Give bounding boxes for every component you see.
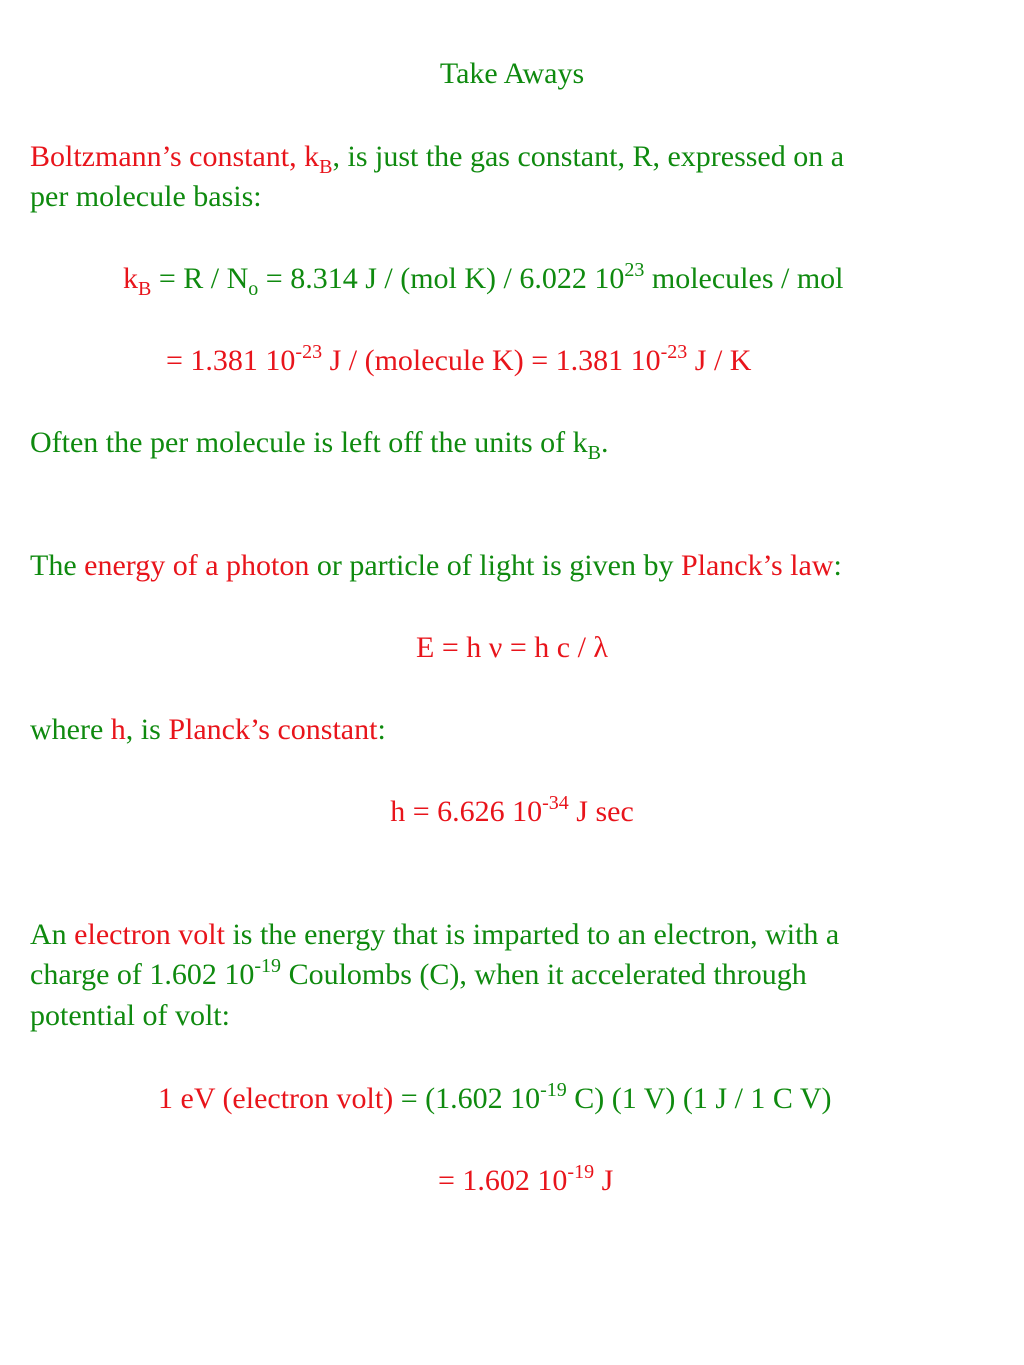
planck-constant-intro: where h, is Planck’s constant: — [30, 713, 386, 746]
h-symbol: h — [110, 713, 126, 746]
planck-constant-term: Planck’s constant — [168, 713, 378, 746]
boltzmann-term: Boltzmann’s constant, — [30, 140, 297, 173]
ev-intro-line2: charge of 1.602 $10^{-19}$ Coulombs (C), when it accelerated through — [30, 955, 807, 991]
boltzmann-intro-line2: per molecule basis: — [30, 180, 262, 213]
kb-equation: $k_B = R / N_o = 8.314$ J / (mol K) / 6.022 $10^{23}$ molecules / mol — [123, 259, 844, 300]
planck-equation: E = h ν = h c / λ — [416, 631, 608, 664]
kb-units-note: Often the per molecule is left off the units of $k_B$. — [30, 426, 609, 464]
energy-photon-term: energy of a photon — [84, 549, 310, 582]
page-title: Take Aways — [439, 57, 585, 90]
ev-value: = 1.602 $10^{-19}$ J — [438, 1161, 614, 1197]
planck-law-term: Planck’s law — [680, 549, 834, 582]
planck-constant-value: h = 6.626 $10^{-34}$ J sec — [390, 792, 634, 828]
boltzmann-intro-line1 — [30, 137, 1024, 177]
kb-symbol: $k_B$ — [123, 262, 152, 300]
planck-intro: The energy of a photon or particle of light is given by Planck’s law: — [30, 549, 842, 582]
ev-intro-line3: potential of volt: — [30, 999, 230, 1032]
kb-value: = 1.381 $10^{-23}$ J / (molecule K) = 1.381 $10^{-23}$ J / K — [166, 341, 752, 377]
kb-symbol: $k_B$ — [304, 140, 333, 178]
ev-intro-line1: An electron volt is the energy that is imparted to an electron, with a — [30, 918, 840, 951]
boltzmann-intro-rest: , is just the gas constant, R, expressed on a — [332, 140, 845, 173]
electron-volt-term: electron volt — [74, 918, 225, 951]
ev-label: 1 eV (electron volt) — [158, 1082, 394, 1115]
ev-equation: 1 eV (electron volt) = (1.602 $10^{-19}$ C) (1 V) (1 J / 1 C V) — [158, 1079, 832, 1115]
